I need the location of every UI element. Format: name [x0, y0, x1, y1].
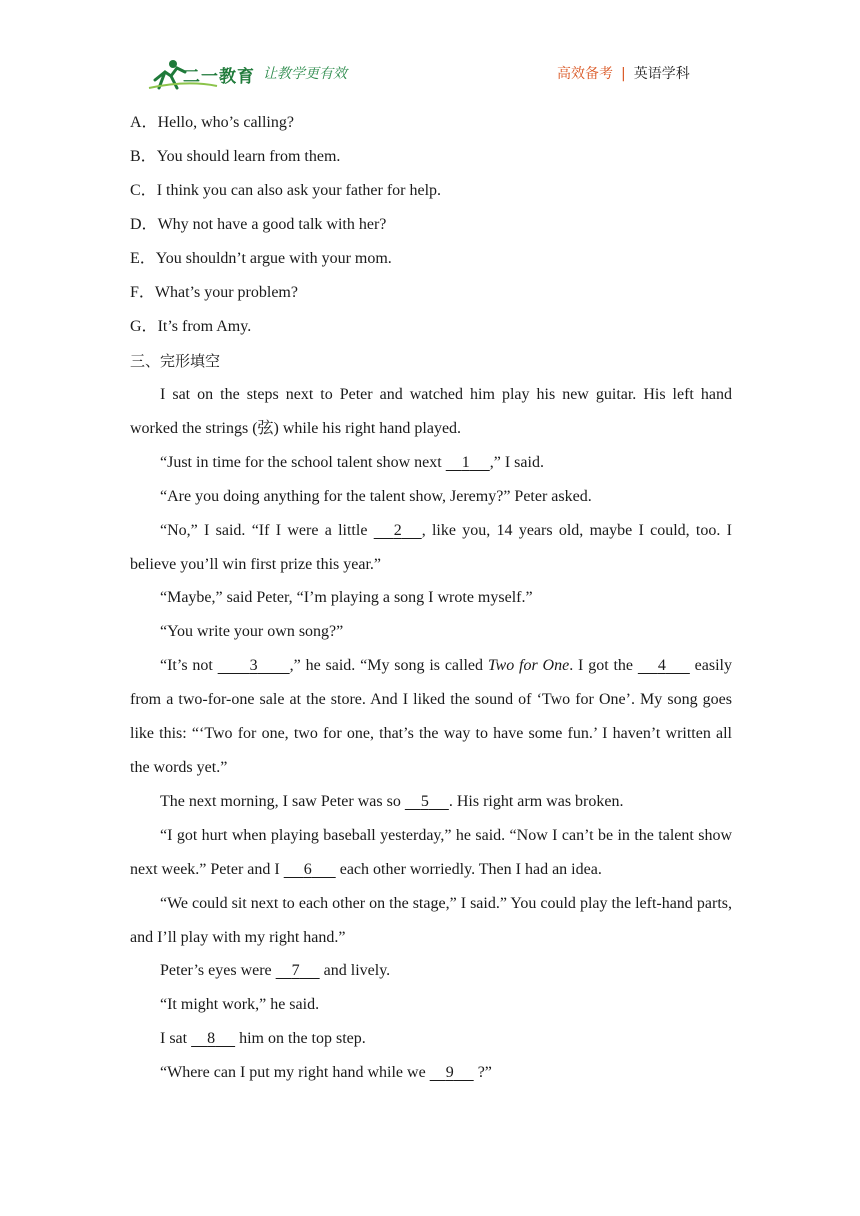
blank-8: 8 — [207, 1030, 216, 1048]
passage-paragraph: Peter’s eyes were 7 and lively. — [130, 954, 732, 988]
header-right — [557, 63, 690, 83]
slogan: 让教学更有效 — [263, 66, 347, 82]
passage-paragraph: “Maybe,” said Peter, “I’m playing a song I wrote myself.” — [160, 589, 533, 607]
page-header — [0, 0, 860, 100]
blank-9: 9 — [445, 1064, 454, 1082]
option-f: F．What’s your problem? — [130, 284, 298, 301]
passage-paragraph: “Just in time for the school talent show next 1 ,” I said. — [130, 446, 732, 480]
option-d: D．Why not have a good talk with her? — [130, 216, 387, 233]
blank-3: 3 — [249, 657, 258, 675]
blank-4: 4 — [657, 657, 666, 675]
passage-paragraph: “We could sit next to each other on the stage,” I said.” You could play the left-hand parts, and I’ll play with my right hand.” — [130, 894, 732, 946]
logo-text: 二一教育 — [183, 67, 255, 87]
option-g: G．It’s from Amy. — [130, 318, 252, 335]
passage-paragraph: “Where can I put my right hand while we 9 ?” — [130, 1056, 732, 1090]
blank-5: 5 — [420, 792, 429, 810]
option-e: E．You shouldn’t argue with your mom. — [130, 250, 392, 267]
song-title: Two for One — [487, 657, 570, 675]
passage-paragraph: “I got hurt when playing baseball yesterday,” he said. “Now I can’t be in the talent show next week.” Peter and I 6 each other worriedly. Then I had an idea. — [130, 819, 732, 887]
blank-6: 6 — [303, 860, 312, 878]
document-body — [130, 106, 732, 1090]
passage-paragraph: “It might work,” he said. — [160, 996, 320, 1014]
passage-paragraph: “No,” I said. “If I were a little 2 , like you, 14 years old, maybe I could, too. I believe you’ll win first prize this year.” — [130, 514, 732, 582]
passage-paragraph: I sat 8 him on the top step. — [130, 1022, 732, 1056]
blank-1: 1 — [461, 453, 470, 471]
option-c: C．I think you can also ask your father for help. — [130, 182, 442, 199]
passage-paragraph: The next morning, I saw Peter was so 5 . His right arm was broken. — [130, 785, 732, 819]
exam-label: 高效备考 — [557, 66, 613, 82]
option-a: A．Hello, who’s calling? — [130, 114, 294, 131]
option-b: B．You should learn from them. — [130, 148, 341, 165]
header-separator: | — [621, 66, 626, 82]
passage-paragraph: I sat on the steps next to Peter and watched him play his new guitar. His left hand worked the strings (弦) while his right hand played. — [130, 386, 732, 437]
blank-7: 7 — [291, 962, 300, 980]
section-title: 三、完形填空 — [130, 352, 221, 370]
passage-paragraph: “It’s not 3 ,” he said. “My song is called Two for One. I got the 4 easily from a two-for-one sale at the store. And I liked the sound of ‘Two for One’. My song goes like this: “‘Two for one, two for one, that’s the way to have some fun.’ I haven’t written all the words yet.” — [130, 649, 732, 785]
passage-paragraph: “You write your own song?” — [160, 623, 344, 641]
subject-label: 英语学科 — [633, 66, 690, 82]
blank-2: 2 — [393, 521, 402, 539]
passage-paragraph: “Are you doing anything for the talent show, Jeremy?” Peter asked. — [160, 487, 592, 505]
